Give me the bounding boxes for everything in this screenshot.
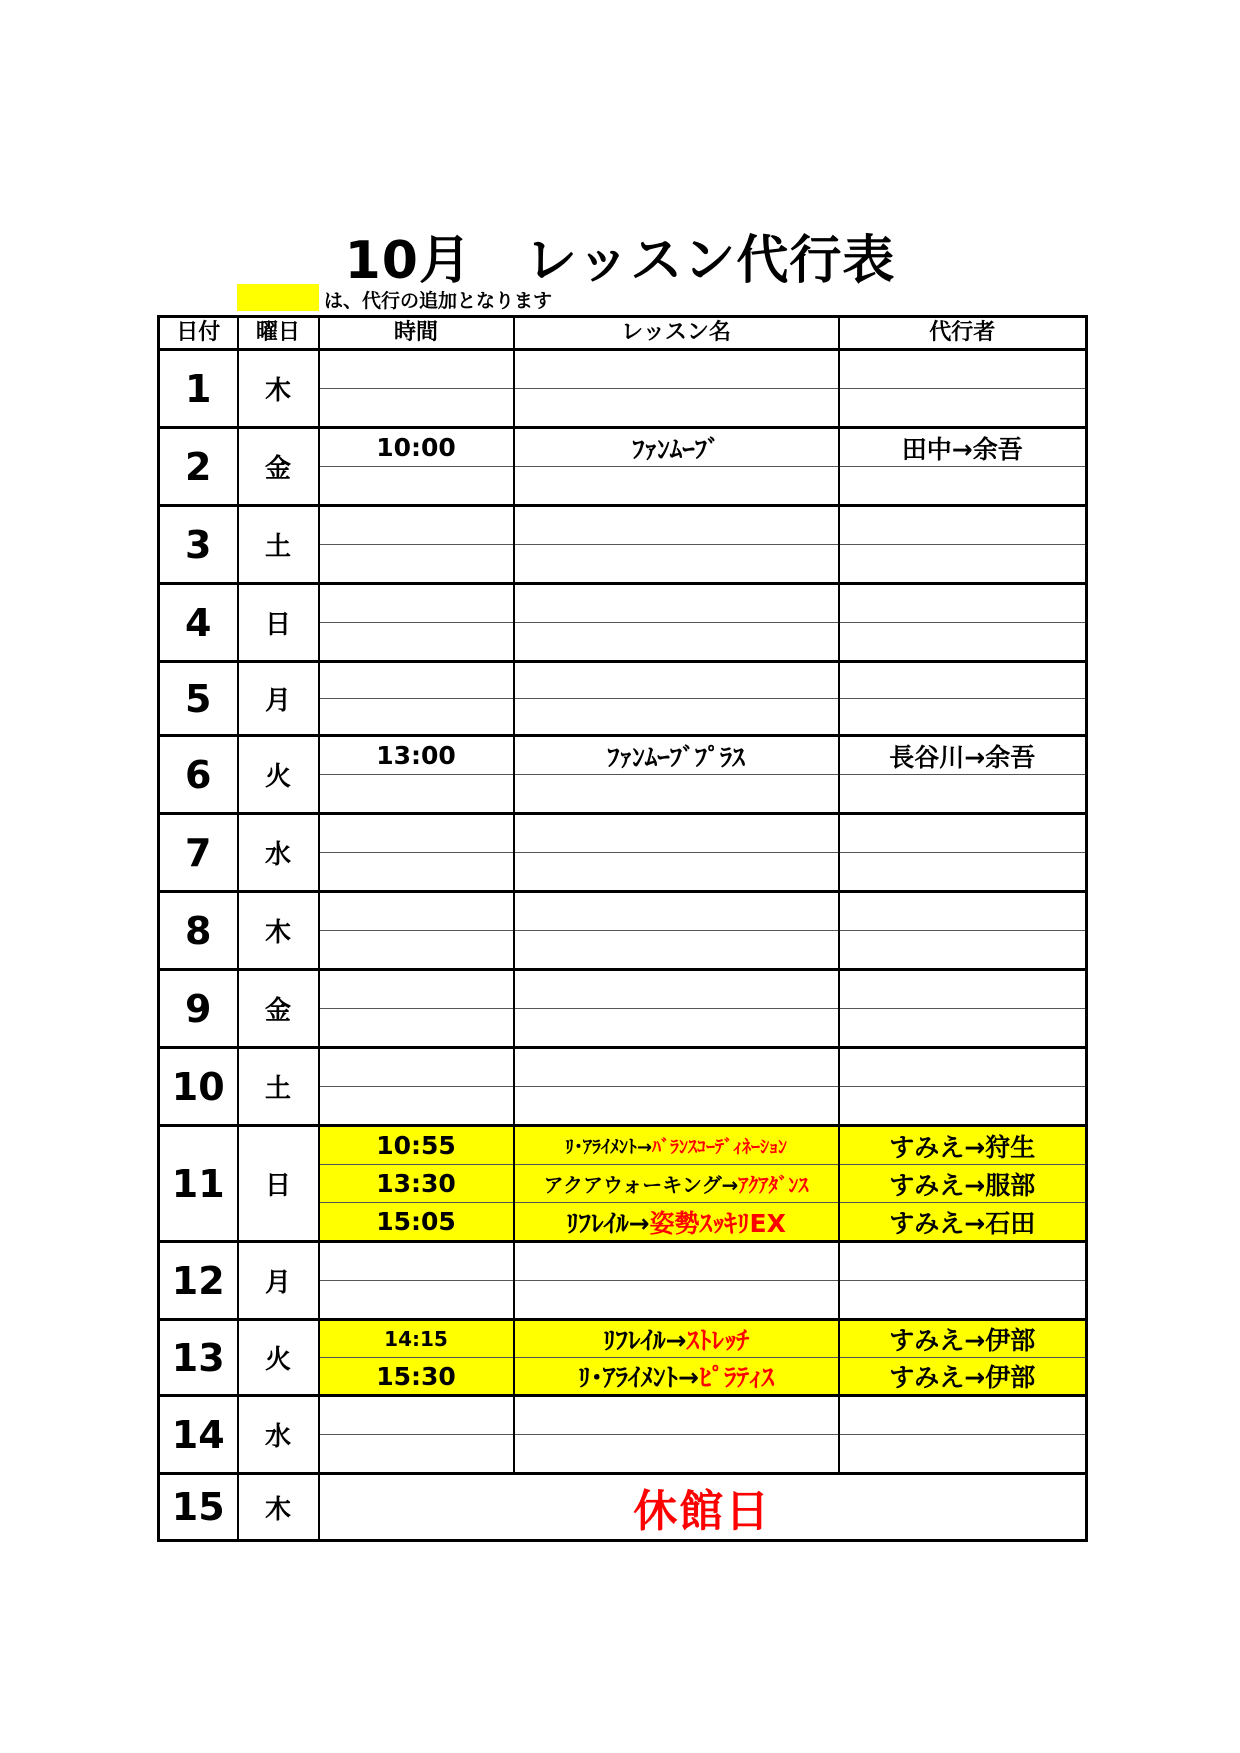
date-cell: 2 [159,428,238,506]
dow-cell: 月 [238,1242,319,1320]
lesson-cell [514,1358,839,1396]
table-row [159,662,1087,699]
table-row [159,814,1087,853]
time-cell: 15:05 [319,1203,514,1242]
table-row [159,1126,1087,1165]
table-row [159,506,1087,545]
date-cell: 12 [159,1242,238,1320]
legend-highlight-swatch [237,284,319,311]
lesson-cell: ﾌｧﾝﾑｰﾌﾞﾌﾟﾗｽ [514,736,839,775]
lesson-cell: ﾌｧﾝﾑｰﾌﾞ [514,428,839,467]
date-cell: 6 [159,736,238,814]
dow-cell: 水 [238,1396,319,1474]
dow-cell: 金 [238,970,319,1048]
lesson-to: ｽﾄﾚｯﾁ [686,1326,749,1355]
time-cell: 13:00 [319,736,514,775]
time-cell [319,350,514,389]
lesson-to: ｱｸｱﾀﾞﾝｽ [738,1173,809,1197]
substitute-cell [839,350,1087,389]
table-row [159,736,1087,775]
date-cell: 5 [159,662,238,736]
header-substitute: 代行者 [839,317,1087,350]
dow-cell: 日 [238,1126,319,1242]
dow-cell: 木 [238,892,319,970]
dow-cell: 木 [238,1474,319,1541]
header-row [159,317,1087,350]
lesson-cell [514,350,839,389]
date-cell: 13 [159,1320,238,1396]
lesson-substitute-table [157,315,1088,1542]
substitute-cell: 長谷川→余吾 [839,736,1087,775]
lesson-cell [514,1126,839,1165]
date-cell: 10 [159,1048,238,1126]
lesson-cell [514,1165,839,1203]
lesson-to: 姿勢ｽｯｷﾘEX [649,1208,786,1238]
substitute-cell: 田中→余吾 [839,428,1087,467]
substitute-cell: すみえ→狩生 [839,1126,1087,1165]
dow-cell: 木 [238,350,319,428]
date-cell: 8 [159,892,238,970]
substitute-cell: すみえ→伊部 [839,1358,1087,1396]
header-time: 時間 [319,317,514,350]
lesson-to: ﾊﾞﾗﾝｽｺｰﾃﾞｨﾈｰｼｮﾝ [652,1136,788,1158]
substitute-cell: すみえ→服部 [839,1165,1087,1203]
lesson-cell [514,1320,839,1358]
closed-day-label: 休館日 [319,1474,1087,1541]
dow-cell: 金 [238,428,319,506]
dow-cell: 火 [238,1320,319,1396]
table-row [159,350,1087,389]
date-cell: 1 [159,350,238,428]
dow-cell: 日 [238,584,319,662]
lesson-cell [514,1203,839,1242]
dow-cell: 月 [238,662,319,736]
time-cell: 15:30 [319,1358,514,1396]
table-row [159,970,1087,1009]
table-row [159,1320,1087,1358]
header-lesson: レッスン名 [514,317,839,350]
dow-cell: 土 [238,1048,319,1126]
lesson-from: ﾘ･ｱﾗｲﾒﾝﾄ→ [578,1363,699,1392]
lesson-to: ﾋﾟﾗﾃｨｽ [698,1363,774,1392]
lesson-from: ﾘﾌﾚｲﾙ→ [566,1208,650,1238]
page-title: 10月 レッスン代行表 [344,231,896,291]
table-row [159,584,1087,623]
date-cell: 14 [159,1396,238,1474]
time-cell: 10:00 [319,428,514,467]
date-cell: 9 [159,970,238,1048]
date-cell: 7 [159,814,238,892]
time-cell: 10:55 [319,1126,514,1165]
date-cell: 15 [159,1474,238,1541]
time-cell: 14:15 [319,1320,514,1358]
date-cell: 3 [159,506,238,584]
table-row [159,428,1087,467]
dow-cell: 水 [238,814,319,892]
legend-text: は、代行の追加となります [324,290,553,312]
substitute-cell: すみえ→伊部 [839,1320,1087,1358]
dow-cell: 土 [238,506,319,584]
lesson-from: ﾘﾌﾚｲﾙ→ [603,1326,687,1355]
date-cell: 11 [159,1126,238,1242]
lesson-from: ﾘ･ｱﾗｲﾒﾝﾄ→ [564,1136,653,1158]
header-date: 日付 [159,317,238,350]
table-row [159,892,1087,931]
dow-cell: 火 [238,736,319,814]
date-cell: 4 [159,584,238,662]
table-row [159,1048,1087,1087]
header-dow: 曜日 [238,317,319,350]
table-row [159,1396,1087,1435]
substitute-cell: すみえ→石田 [839,1203,1087,1242]
lesson-from: アクアウォーキング→ [543,1173,739,1197]
table-row [159,1242,1087,1281]
time-cell: 13:30 [319,1165,514,1203]
